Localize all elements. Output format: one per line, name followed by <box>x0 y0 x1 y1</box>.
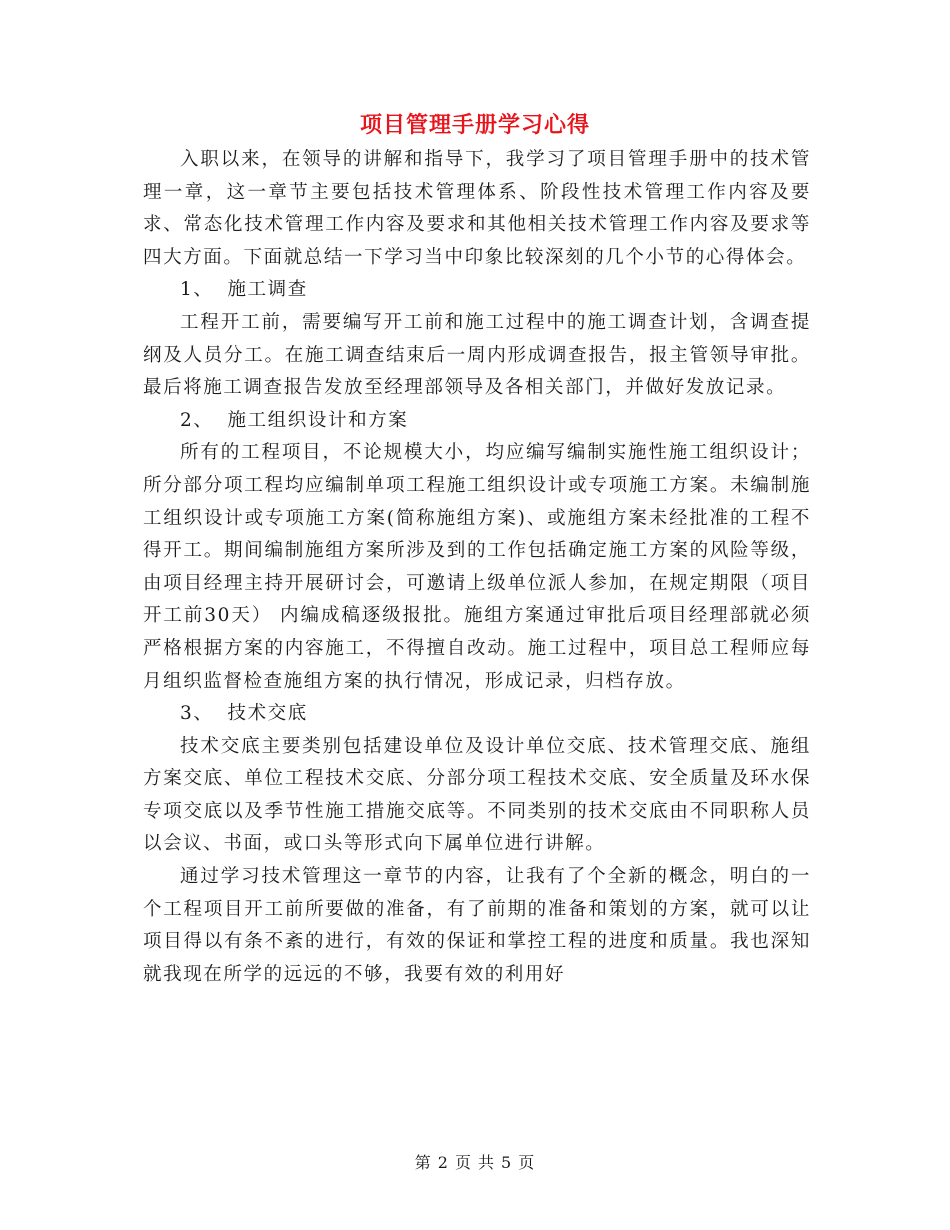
footer-current-page: 2 <box>437 1153 449 1172</box>
intro-paragraph: 入职以来，在领导的讲解和指导下，我学习了项目管理手册中的技术管理一章，这一章节主要包括技术管理体系、阶段性技术管理工作内容及要求、常态化技术管理工作内容及要求和其他相关技术管理工作内容及要求等四大方面。下面就总结一下学习当中印象比较深刻的几个小节的心得体会。 <box>143 149 811 268</box>
document-title: 项目管理手册学习心得 <box>359 113 590 138</box>
footer-prefix: 第 <box>414 1153 432 1172</box>
footer-total-word: 共 <box>478 1153 496 1172</box>
footer-total-pages: 5 <box>501 1153 513 1172</box>
section-title: 施工组织设计和方案 <box>227 409 409 431</box>
section-number: 2、 <box>180 409 214 431</box>
section-3-paragraph: 技术交底主要类别包括建设单位及设计单位交底、技术管理交底、施组方案交底、单位工程技术交底、分部分项工程技术交底、安全质量及环水保专项交底以及季节性施工措施交底等。不同类别的技术交底由不同职称人员以会议、书面，或口头等形式向下属单位进行讲解。 <box>143 735 811 855</box>
section-2-paragraph: 所有的工程项目，不论规模大小，均应编写编制实施性施工组织设计；所分部分项工程均应编制单项工程施工组织设计或专项施工方案。未编制施工组织设计或专项施工方案(简称施组方案)、或施组方案未经批准的工程不得开工。期间编制施组方案所涉及到的工作包括确定施工方案的风险等级，由项目经理主持开展研讨会，可邀请上级单位派人参加，在规定期限（项目开工前30天） 内编成稿逐级报批。施组方案通过审批后项目经理部就必须严格根据方案的内容施工，不得擅自改动。施工过程中，项目总工程师应每月组织监督检查施组方案的执行情况，形成记录，归档存放。 <box>143 442 811 692</box>
section-number: 3、 <box>180 703 214 725</box>
section-heading-3 <box>143 698 811 731</box>
footer-page-word: 页 <box>454 1153 472 1172</box>
section-heading-1 <box>143 274 811 307</box>
section-number: 1、 <box>180 279 214 301</box>
section-title: 技术交底 <box>227 703 308 725</box>
conclusion-paragraph: 通过学习技术管理这一章节的内容，让我有了个全新的概念，明白的一个工程项目开工前所要做的准备，有了前期的准备和策划的方案，就可以让项目得以有条不紊的进行，有效的保证和掌控工程的进度和质量。我也深知就我现在所学的远远的不够，我要有效的利用好 <box>143 866 811 985</box>
document-body <box>143 144 811 991</box>
footer-suffix: 页 <box>518 1153 536 1172</box>
page-footer <box>0 1150 950 1176</box>
section-title: 施工调查 <box>227 279 308 301</box>
section-heading-2 <box>143 405 811 438</box>
section-1-paragraph: 工程开工前，需要编写开工前和施工过程中的施工调查计划，含调查提纲及人员分工。在施工调查结束后一周内形成调查报告，报主管领导审批。最后将施工调查报告发放至经理部领导及各相关部门，并做好发放记录。 <box>143 311 811 399</box>
